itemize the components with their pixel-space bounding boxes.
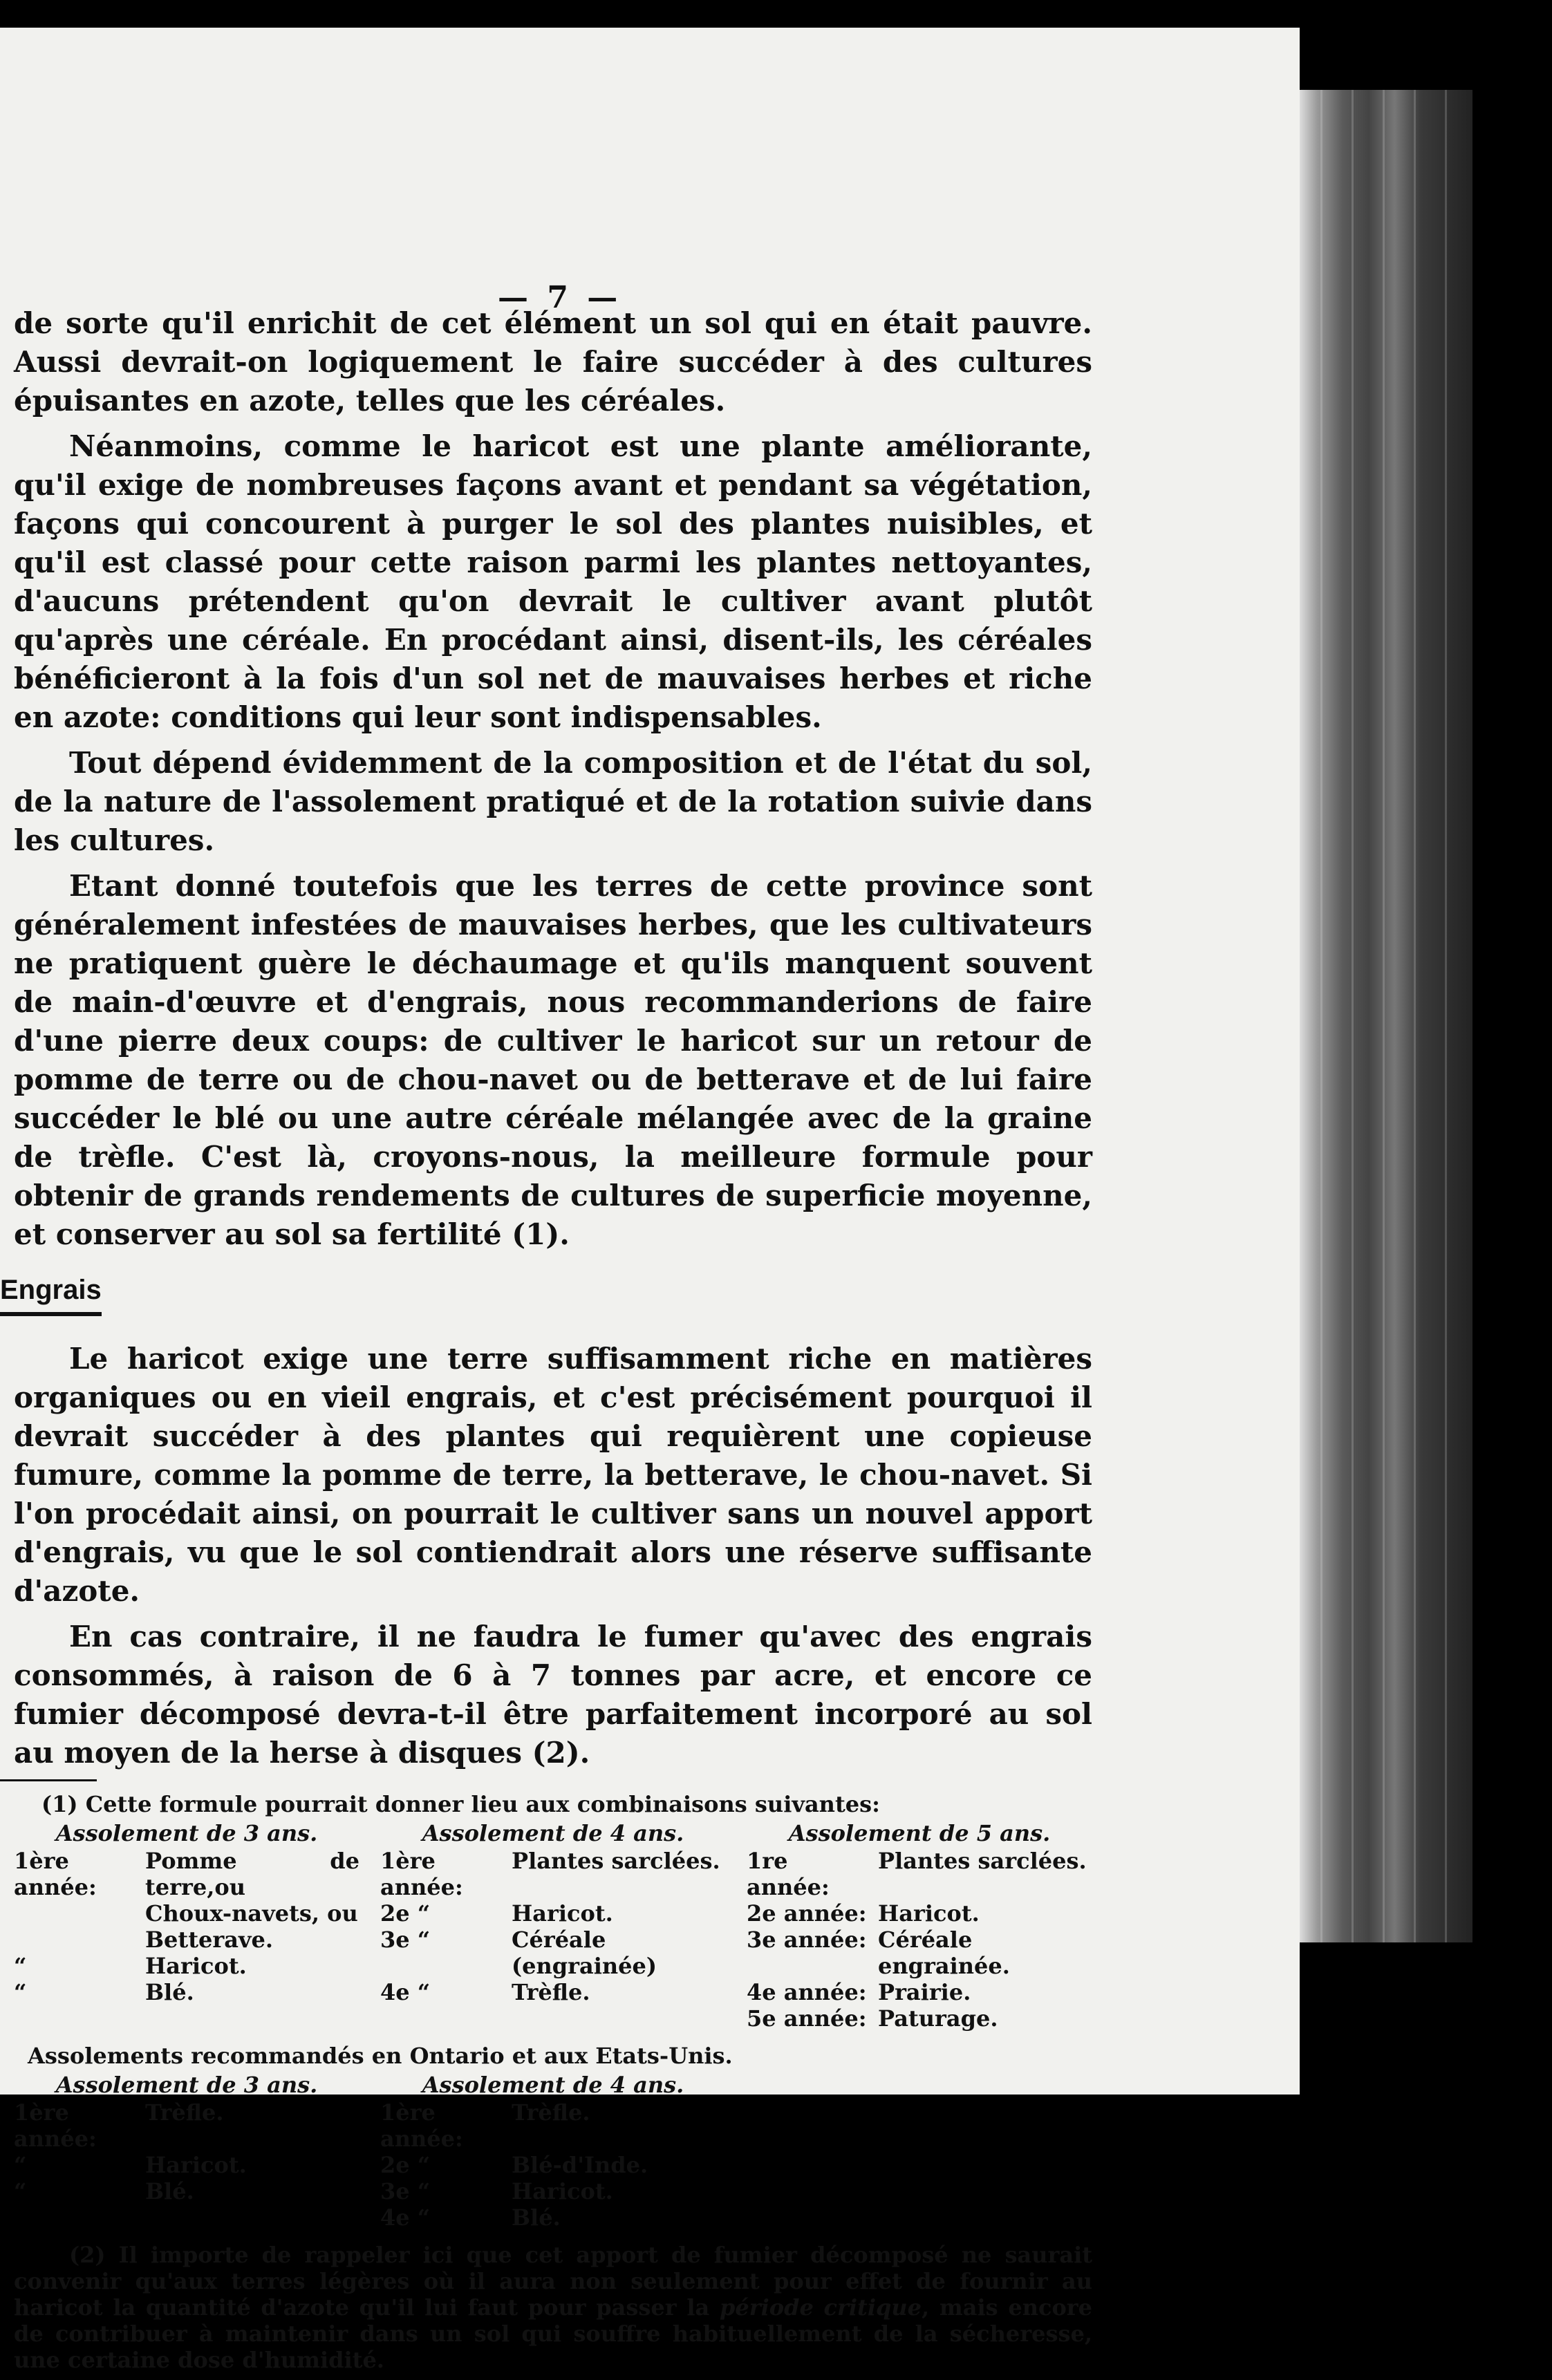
rotation-year: 4e année: (747, 1979, 867, 2005)
rotation-row (380, 1848, 726, 1900)
rotation-row (14, 1953, 359, 1979)
rotation-title: Assolement de 4 ans. (422, 2072, 684, 2098)
rotation-group (14, 1820, 1092, 2032)
footnote-2-emphasis: période critique (720, 2294, 922, 2321)
rotation-group (14, 2072, 1092, 2231)
rotation-table (747, 1820, 1092, 2032)
rotation-row (14, 1927, 359, 1953)
rotation-year: 1ère année: (14, 1848, 97, 1900)
rotation-crop: Pomme de terre,ou (145, 1848, 359, 1900)
rotation-crop: Paturage. (878, 2005, 998, 2032)
rotation-crop: Céréale engrainée. (878, 1927, 1010, 1979)
edge-stripe (1320, 90, 1322, 1942)
rotation-title: Assolement de 3 ans. (55, 1820, 318, 1846)
rotation-crop: Haricot. (512, 1900, 613, 1927)
rotation-crop: Haricot. (145, 1953, 247, 1979)
page-number: — 7 — (498, 280, 622, 315)
footnote-2-text: , mais encore de contribuer à maintenir dans un sol qui souffre habituellement de la sécheresse, une certaine dose d'humidité. (14, 2294, 1093, 2373)
rotation-crop: Plantes sarclées. (878, 1848, 1087, 1874)
rotation-row (380, 2178, 726, 2204)
edge-stripe (1383, 90, 1385, 1942)
rotation-row (380, 2152, 726, 2178)
edge-stripe (1414, 90, 1416, 1942)
rotation-year: 3e année: (747, 1927, 867, 1953)
rotation-table (380, 1820, 726, 2032)
recommended-rotations-heading: Assolements recommandés en Ontario et aux Etats-Unis. (28, 2043, 733, 2069)
rotation-crop: Prairie. (878, 1979, 971, 2005)
footnote-2-text: (2) Il importe de rappeler ici que cet apport de fumier décomposé ne saurait convenir qu'aux terres légères où il aura non seulement pour effet de fournir au haricot la quantité d'azote qu'il lui faut pour passer la (14, 2242, 1092, 2321)
rotation-year: “ (14, 2152, 27, 2178)
rotation-crop: Haricot. (145, 2152, 247, 2178)
rotation-row (14, 1900, 359, 1927)
rotation-crop: Céréale (engrainée) (512, 1927, 657, 1979)
rotation-row (747, 1848, 1092, 1900)
footnote-divider (0, 1779, 97, 1781)
rotation-row (380, 2099, 726, 2152)
rotation-crop: Betterave. (145, 1927, 274, 1953)
rotation-row (380, 1927, 726, 1979)
rotation-table (14, 1820, 359, 2032)
rotation-title: Assolement de 5 ans. (788, 1820, 1051, 1846)
rotation-year: 2e année: (747, 1900, 867, 1927)
rotation-row (747, 1900, 1092, 1927)
rotation-title: Assolement de 4 ans. (422, 1820, 684, 1846)
rotation-year: 3e “ (380, 2178, 431, 2204)
rotation-crop: Blé. (145, 2178, 194, 2204)
paragraph: Néanmoins, comme le haricot est une plante améliorante, qu'il exige de nombreuses façons avant et pendant sa végétation, façons qui concourent à purger le sol des plantes nuisibles, et qu'il est classé pour cette raison parmi les plantes nettoyantes, d'aucuns prétendent qu'on devrait le cultiver avant plutôt qu'après une céréale. En procédant ainsi, disent-ils, les céréales bénéficieront à la fois d'un sol net de mauvaises herbes et riche en azote: conditions qui leur sont indispensables. (14, 429, 1092, 734)
rotation-crop: Haricot. (878, 1900, 980, 1927)
rotation-crop: Trèfle. (145, 2099, 224, 2126)
edge-stripe (1352, 90, 1354, 1942)
footnote-intro: (1) Cette formule pourrait donner lieu aux combinaisons suivantes: (41, 1791, 880, 1817)
footnote-1 (14, 1791, 1092, 2373)
rotation-year: 4e “ (380, 2204, 431, 2231)
book-page (0, 28, 1300, 2373)
rotation-title: Assolement de 3 ans. (55, 2072, 318, 2098)
rotation-row (14, 1848, 359, 1900)
rotation-crop: Plantes sarclées. (512, 1848, 720, 1874)
rotation-row (14, 1979, 359, 2005)
rotation-crop: Haricot. (512, 2178, 613, 2204)
section-heading: Engrais (0, 1271, 102, 1316)
rotation-table (14, 2072, 359, 2231)
rotation-year: 1re année: (747, 1848, 830, 1900)
rotation-year (14, 1927, 145, 1953)
rotation-row (380, 1979, 726, 2005)
paragraph: En cas contraire, il ne faudra le fumer qu'avec des engrais consommés, à raison de 6 à 7 tonnes par acre, et encore ce fumier décomposé devra-t-il être parfaitement incorporé au sol au moyen de la herse à disques (2). (14, 1620, 1092, 1770)
footnote-2 (14, 2242, 1092, 2373)
edge-stripe (1445, 90, 1447, 1942)
rotation-crop: Blé-d'Inde. (512, 2152, 648, 2178)
rotation-year: “ (14, 1979, 27, 2005)
rotation-year: 5e année: (747, 2005, 867, 2032)
paragraph: Le haricot exige une terre suffisamment riche en matières organiques ou en vieil engrais, et c'est précisément pourquoi il devrait succéder à des plantes qui requièrent une copieuse fumure, comme la pomme de terre, la betterave, le chou-navet. Si l'on procédait ainsi, on pourrait le cultiver sans un nouvel apport d'engrais, vu que le sol contiendrait alors une réserve suffisante d'azote. (14, 1342, 1092, 1608)
rotation-year: 2e “ (380, 1900, 431, 1927)
rotation-year: “ (14, 1953, 27, 1979)
rotation-row (14, 2099, 359, 2152)
rotation-crop: Blé. (512, 2204, 561, 2231)
rotation-year: 1ère année: (380, 1848, 463, 1900)
rotation-row (747, 2005, 1092, 2032)
rotation-row (14, 2178, 359, 2204)
paragraph: de sorte qu'il enrichit de cet élément un sol qui en était pauvre. Aussi devrait-on logiquement le faire succéder à des cultures épuisantes en azote, telles que les céréales. (14, 306, 1092, 418)
rotation-crop: Blé. (145, 1979, 194, 2005)
paragraph: Tout dépend évidemment de la composition et de l'état du sol, de la nature de l'assolement pratiqué et de la rotation suivie dans les cultures. (14, 746, 1092, 857)
page-stack-edge (1300, 90, 1472, 1942)
rotation-row (747, 1979, 1092, 2005)
rotation-crop: Trèfle. (512, 2099, 590, 2126)
rotation-crop: Trèfle. (512, 1979, 590, 2005)
rotation-crop: Choux-navets, ou (145, 1900, 358, 1927)
rotation-year: 3e “ (380, 1927, 431, 1953)
paragraph: Etant donné toutefois que les terres de cette province sont généralement infestées de mauvaises herbes, que les cultivateurs ne pratiquent guère le déchaumage et qu'ils manquent souvent de main-d'œuvre et d'engrais, nous recommanderions de faire d'une pierre deux coups: de cultiver le haricot sur un retour de pomme de terre ou de chou-navet ou de betterave et de lui faire succéder le blé ou une autre céréale mélangée avec de la graine de trèfle. C'est là, croyons-nous, la meilleure formule pour obtenir de grands rendements de cultures de superficie moyenne, et conserver au sol sa fertilité (1). (14, 869, 1092, 1251)
rotation-year (14, 1900, 145, 1927)
rotation-row (380, 2204, 726, 2231)
rotation-table (380, 2072, 726, 2231)
rotation-year: 1ère année: (380, 2099, 463, 2152)
rotation-year: 4e “ (380, 1979, 431, 2005)
rotation-year: 1ère année: (14, 2099, 97, 2152)
rotation-spacer (747, 2072, 1092, 2231)
rotation-row (14, 2152, 359, 2178)
rotation-year: “ (14, 2178, 27, 2204)
body-text (0, 304, 1093, 2380)
rotation-row (747, 1927, 1092, 1979)
rotation-row (380, 1900, 726, 1927)
rotation-year: 2e “ (380, 2152, 431, 2178)
